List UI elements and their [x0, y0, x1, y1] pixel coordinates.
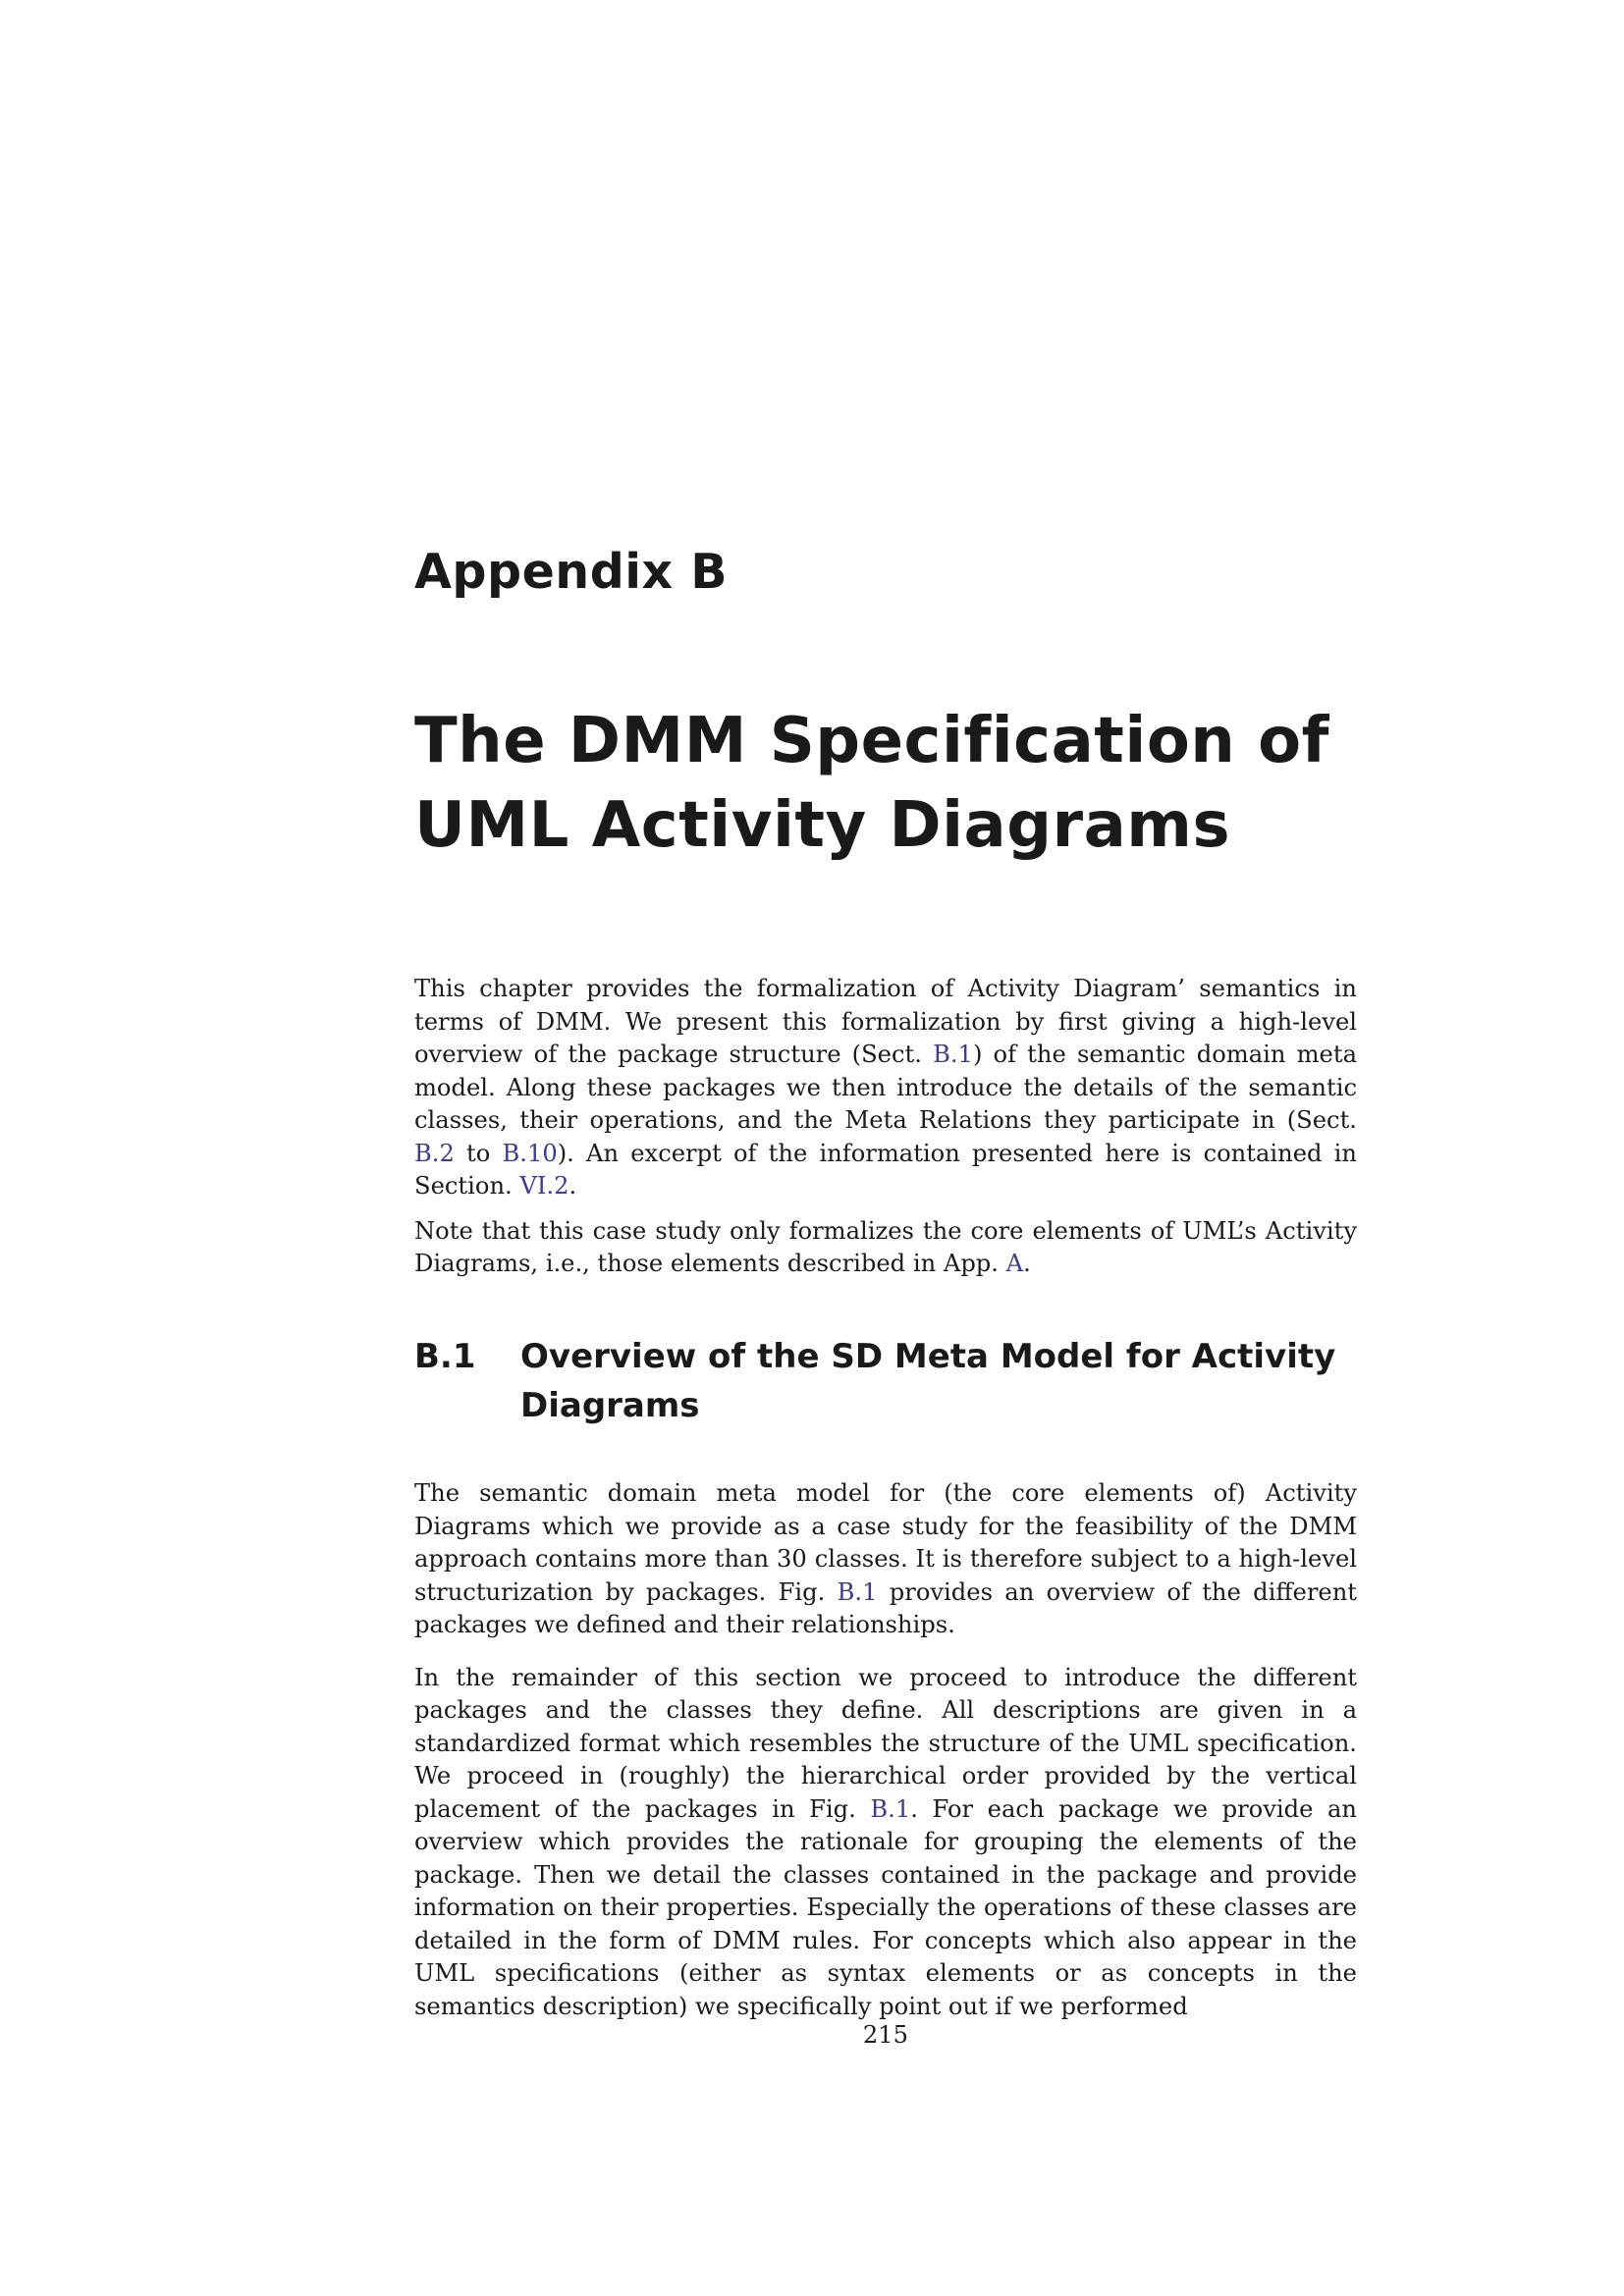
text-run: . — [1023, 1250, 1031, 1277]
text-run: In the remainder of this section we proceed to introduce the different packages and the classes they define. All descriptions are given in a standardized format which resembles the structure of the UML specification. We proceed in (roughly) the hierarchical order provided by the vertical placement of the packages in Fig. — [414, 1663, 1357, 1823]
cross-reference-link[interactable]: B.1 — [933, 1041, 973, 1068]
cross-reference-link[interactable]: B.1 — [837, 1577, 878, 1606]
text-run: provides an overview of the different packages we defined and their relationships. — [414, 1577, 1357, 1638]
section-body — [414, 1477, 1357, 2023]
cross-reference-link[interactable]: A — [1005, 1250, 1024, 1277]
text-run: ). An excerpt of the information presented here is contained in Section. — [414, 1139, 1357, 1200]
text-run: The semantic domain meta model for (the core elements of) Activity Diagrams which we provide as a case study for the feasibility of the DMM approach contains more than 30 classes. It is therefore subject to a high-level structurization by packages. Fig. — [414, 1479, 1357, 1606]
intro-paragraph-1 — [414, 973, 1357, 1203]
text-run: This chapter provides the formalization of Activity Diagram’ semantics in terms of DMM. We present this formalization by first giving a high-level overview of the package structure (Sect. — [414, 975, 1357, 1068]
section-heading — [414, 1332, 1357, 1430]
section-title: Overview of the SD Meta Model for Activity Diagrams — [520, 1337, 1336, 1425]
page-number: 215 — [862, 2021, 909, 2049]
text-run: to — [454, 1139, 503, 1167]
section-number: B.1 — [414, 1337, 476, 1376]
section-paragraph-2 — [414, 1662, 1357, 2024]
document-page — [414, 0, 1357, 2296]
cross-reference-link[interactable]: B.10 — [502, 1139, 558, 1167]
cross-reference-link[interactable]: B.2 — [414, 1139, 455, 1167]
text-run: Note that this case study only formalizes the core elements of UML’s Activity Diagrams, i.e., those elements described in App. — [414, 1216, 1357, 1277]
chapter-title: The DMM Specification of UML Activity Diagrams — [414, 705, 1329, 862]
text-run: ) of the semantic domain meta model. Along these packages we then introduce the details of the semantic classes, their operations, and the Meta Relations they participate in (Sect. — [414, 1041, 1357, 1134]
cross-reference-link[interactable]: B.1 — [870, 1794, 911, 1823]
section-paragraph-1 — [414, 1477, 1357, 1642]
chapter-intro — [414, 973, 1357, 1281]
text-run: . — [568, 1172, 577, 1200]
text-run: . For each package we provide an overview which provides the rationale for grouping the elements of the package. Then we detail the classes contained in the package and provide information on their properties. Especially the operations of these classes are detailed in the form of DMM rules. For concepts which also appear in the UML specifications (either as syntax elements or as concepts in the semantics description) we specifically point out if we performed — [414, 1794, 1357, 2020]
cross-reference-link[interactable]: VI.2 — [519, 1172, 569, 1200]
intro-paragraph-2 — [414, 1215, 1357, 1281]
appendix-label: Appendix B — [414, 544, 729, 600]
